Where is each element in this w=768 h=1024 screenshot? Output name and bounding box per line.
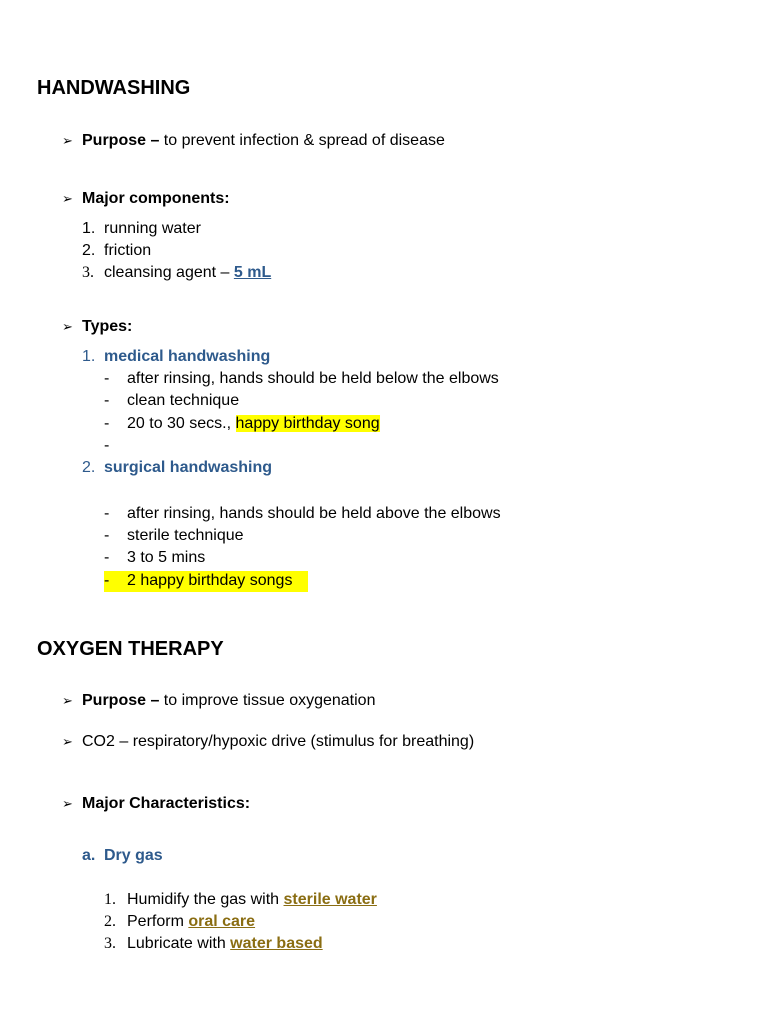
type-item-text: 20 to 30 secs., xyxy=(127,415,236,432)
list-number: 1. xyxy=(104,891,116,908)
bullet-marker: ➢ xyxy=(62,734,73,749)
type-item: 3 to 5 mins xyxy=(127,549,206,566)
types-label: Types: xyxy=(82,318,133,335)
dash-marker: - xyxy=(104,505,110,522)
type-item xyxy=(127,414,380,434)
step-link[interactable]: sterile water xyxy=(283,891,377,908)
dash-marker: - xyxy=(104,392,110,409)
dash-marker: - xyxy=(104,370,110,387)
step-text: Lubricate with xyxy=(127,935,231,952)
step-link[interactable]: water based xyxy=(230,935,323,952)
dash-marker: - xyxy=(104,437,110,454)
bullet-marker: ➢ xyxy=(62,133,73,148)
component-item xyxy=(104,263,271,283)
highlight-row xyxy=(104,571,308,592)
purpose-line xyxy=(82,131,445,151)
bullet-marker: ➢ xyxy=(62,693,73,708)
type-title-surgical: surgical handwashing xyxy=(104,459,273,476)
sub-title-dry-gas: Dry gas xyxy=(104,847,163,864)
bullet-marker: ➢ xyxy=(62,191,73,206)
list-number: 3. xyxy=(104,935,116,952)
step-item xyxy=(127,934,323,954)
purpose-label: Purpose – xyxy=(82,692,160,709)
section-title-handwashing: HANDWASHING xyxy=(37,77,191,99)
purpose-line xyxy=(82,691,375,711)
co2-line: CO2 – respiratory/hypoxic drive (stimulus for breathing) xyxy=(82,733,475,750)
type-item: after rinsing, hands should be held above the elbows xyxy=(127,505,501,522)
characteristics-label: Major Characteristics: xyxy=(82,795,251,812)
dash-marker: - xyxy=(104,572,110,589)
purpose-text: to prevent infection & spread of disease xyxy=(159,132,445,149)
step-text: Humidify the gas with xyxy=(127,891,284,908)
list-number: 2. xyxy=(104,913,116,930)
list-number: 1. xyxy=(82,348,96,365)
section-title-oxygen: OXYGEN THERAPY xyxy=(37,638,224,660)
dash-marker: - xyxy=(104,415,110,432)
purpose-text: to improve tissue oxygenation xyxy=(159,692,376,709)
purpose-label: Purpose – xyxy=(82,132,160,149)
highlight-text: happy birthday song xyxy=(235,415,380,432)
step-item xyxy=(127,890,377,910)
list-number: 1. xyxy=(82,220,96,237)
type-item: after rinsing, hands should be held below the elbows xyxy=(127,370,499,387)
type-item: sterile technique xyxy=(127,527,244,544)
dash-marker: - xyxy=(104,527,110,544)
step-link[interactable]: oral care xyxy=(188,913,256,930)
component-item: friction xyxy=(104,242,152,259)
components-label: Major components: xyxy=(82,190,230,207)
type-title-medical: medical handwashing xyxy=(104,348,271,365)
dash-marker: - xyxy=(104,549,110,566)
list-number: 2. xyxy=(82,459,96,476)
step-text: Perform xyxy=(127,913,189,930)
bullet-marker: ➢ xyxy=(62,319,73,334)
dosage-link[interactable]: 5 mL xyxy=(233,264,272,281)
list-number: 2. xyxy=(82,242,96,259)
list-number: 3. xyxy=(82,264,94,281)
bullet-marker: ➢ xyxy=(62,796,73,811)
type-item: 2 happy birthday songs xyxy=(127,572,293,589)
step-item xyxy=(127,912,255,932)
component-text: cleansing agent – xyxy=(104,264,234,281)
type-item: clean technique xyxy=(127,392,240,409)
sub-letter: a. xyxy=(82,847,96,864)
component-item: running water xyxy=(104,220,201,237)
